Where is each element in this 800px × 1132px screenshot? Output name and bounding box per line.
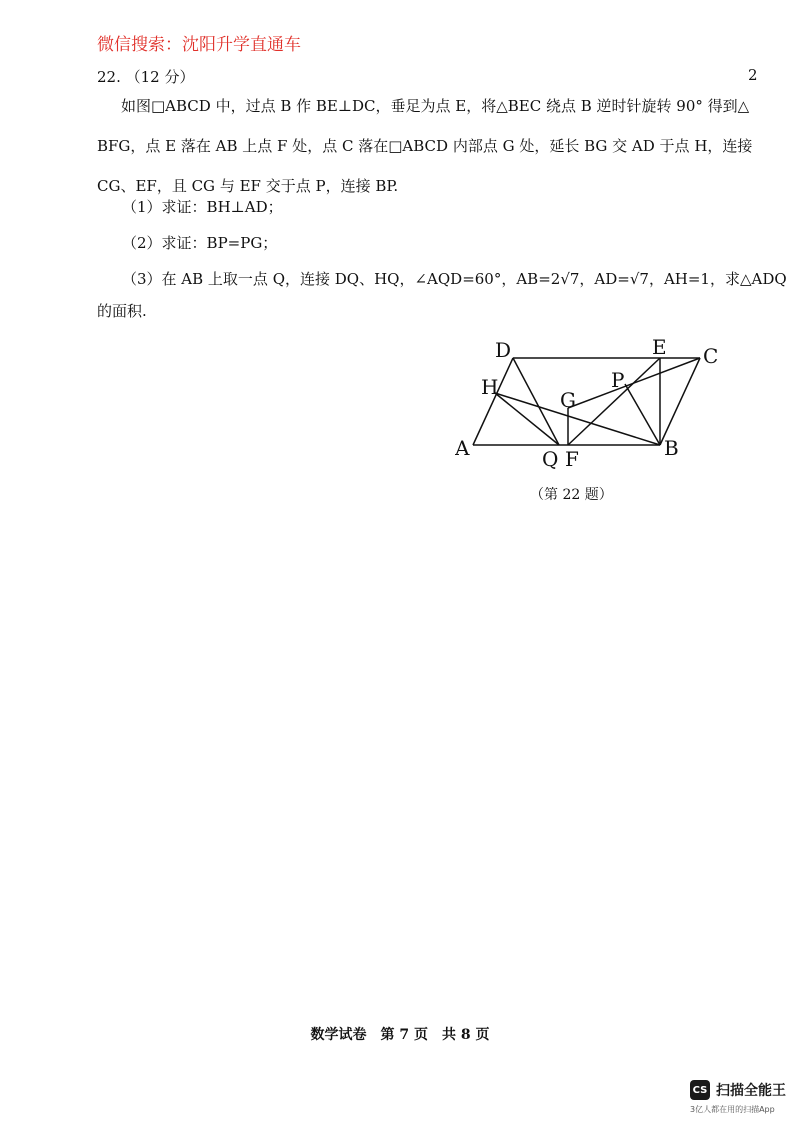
- stem-line: 如图□ABCD 中，过点 B 作 BE⊥DC，垂足为点 E，将△BEC 绕点 B 逆时针旋转 90° 得到△: [121, 97, 750, 115]
- stem-line: CG、EF，且 CG 与 EF 交于点 P，连接 BP.: [97, 177, 399, 195]
- camscanner-logo-icon: CS: [690, 1080, 710, 1100]
- segment-da: [473, 358, 513, 445]
- part-2: （2）求证：BP=PG；: [122, 234, 278, 252]
- part-3-continued: 的面积.: [97, 302, 147, 320]
- question-number: 22. （12 分）: [97, 68, 195, 86]
- corner-mark: 2: [748, 66, 758, 84]
- segment-hq: [495, 393, 559, 445]
- label-q: Q: [542, 447, 559, 470]
- figure-caption: （第 22 题）: [530, 487, 613, 503]
- watermark-text: 微信搜索：沈阳升学直通车: [97, 35, 301, 55]
- question-stem: [97, 86, 753, 206]
- label-p: P: [611, 368, 625, 392]
- scanner-badge: [690, 1080, 786, 1100]
- label-c: C: [703, 344, 719, 368]
- label-e: E: [652, 335, 667, 359]
- scanner-app-name: 扫描全能王: [716, 1083, 786, 1099]
- label-a: A: [455, 436, 470, 460]
- label-b: B: [664, 436, 679, 460]
- geometry-figure: [455, 335, 735, 470]
- scanner-tagline: 3亿人都在用的扫描App: [690, 1105, 775, 1114]
- part-3: （3）在 AB 上取一点 Q，连接 DQ、HQ，∠AQD=60°，AB=2√7，AD=√7，AH=1，求△ADQ: [122, 270, 787, 288]
- stem-line: BFG，点 E 落在 AB 上点 F 处，点 C 落在□ABCD 内部点 G 处，延长 BG 交 AD 于点 H，连接: [97, 137, 753, 155]
- part-1: （1）求证：BH⊥AD；: [122, 198, 283, 216]
- label-d: D: [495, 338, 512, 362]
- page-footer: 数学试卷 第 7 页 共 8 页: [310, 1027, 490, 1043]
- label-g: G: [560, 388, 576, 412]
- label-f: F: [565, 447, 579, 470]
- label-h: H: [481, 375, 499, 399]
